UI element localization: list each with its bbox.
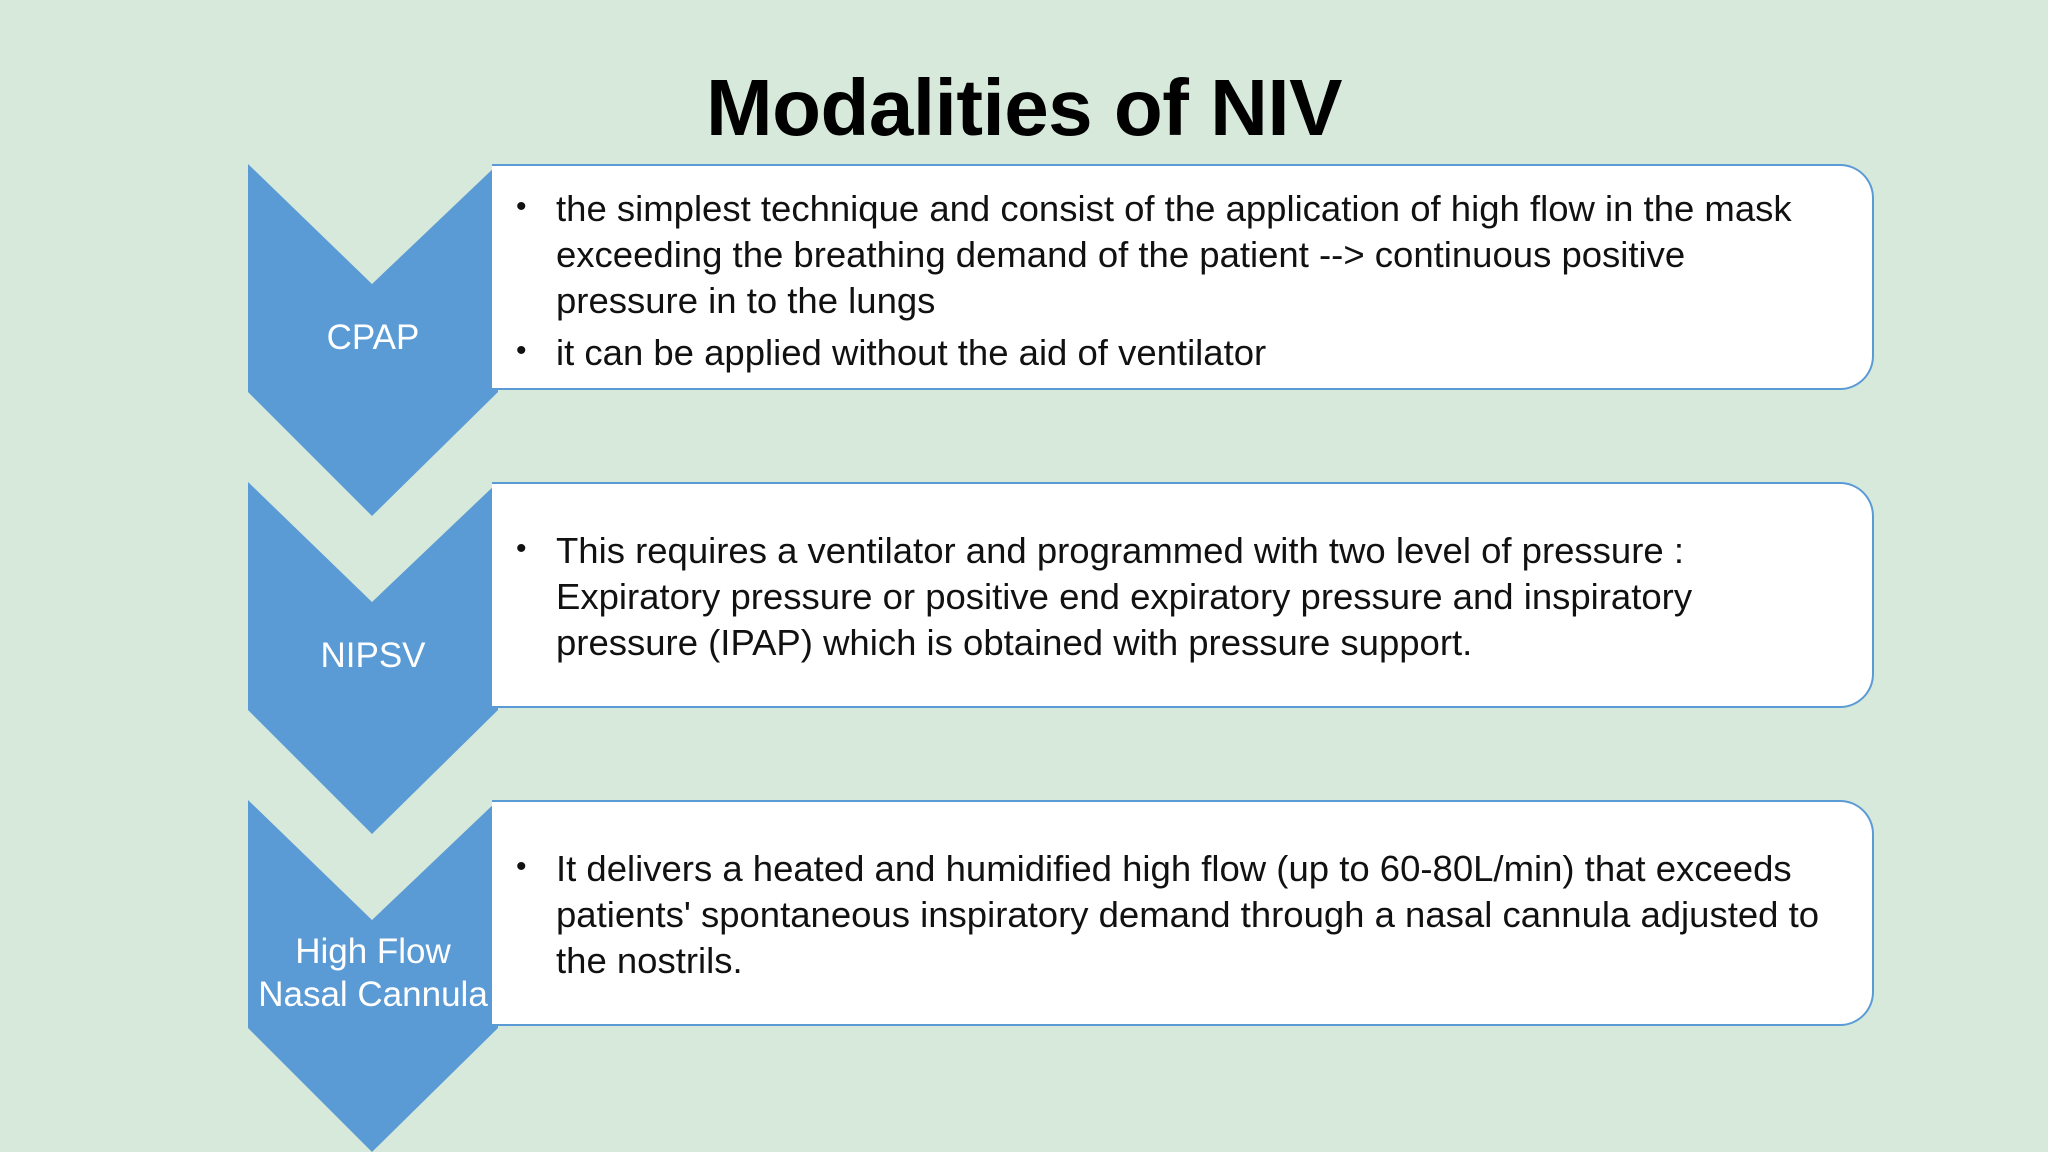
bullet-text: it can be applied without the aid of ventilator	[556, 332, 1267, 373]
bullet-item	[516, 330, 1832, 376]
chevron-nipsv	[248, 482, 498, 832]
step-box-nipsv	[492, 482, 1874, 708]
bullet-item	[516, 846, 1832, 984]
bullet-text: the simplest technique and consist of the application of high flow in the mask exceeding the breathing demand of the patient --> continuous positive pressure in to the lungs	[556, 188, 1792, 321]
bullet-list	[516, 528, 1832, 672]
chevron-label: NIPSV	[320, 636, 426, 675]
bullet-dot-icon: •	[516, 190, 527, 223]
bullet-dot-icon: •	[516, 850, 527, 883]
bullet-list	[516, 186, 1832, 382]
bullet-item	[516, 528, 1832, 666]
bullet-dot-icon: •	[516, 532, 527, 565]
chevron-label: CPAP	[326, 318, 420, 357]
chevron-cpap	[248, 164, 498, 514]
slide-title: Modalities of NIV	[706, 63, 1342, 152]
bullet-dot-icon: •	[516, 334, 527, 367]
bullet-text: This requires a ventilator and programmed with two level of pressure : Expiratory pressure or positive end expiratory pressure and inspiratory pressure (IPAP) which is obtained with pressure support.	[556, 530, 1693, 663]
chevron-high-flow-nasal-cannula	[248, 800, 498, 1150]
step-box-cpap	[492, 164, 1874, 390]
step-box-high-flow-nasal-cannula	[492, 800, 1874, 1026]
bullet-text: It delivers a heated and humidified high flow (up to 60-80L/min) that exceeds patients' spontaneous inspiratory demand through a nasal cannula adjusted to the nostrils.	[556, 848, 1820, 981]
chevron-label: High Flow Nasal Cannula	[258, 932, 488, 1014]
bullet-list	[516, 846, 1832, 990]
bullet-item	[516, 186, 1832, 324]
